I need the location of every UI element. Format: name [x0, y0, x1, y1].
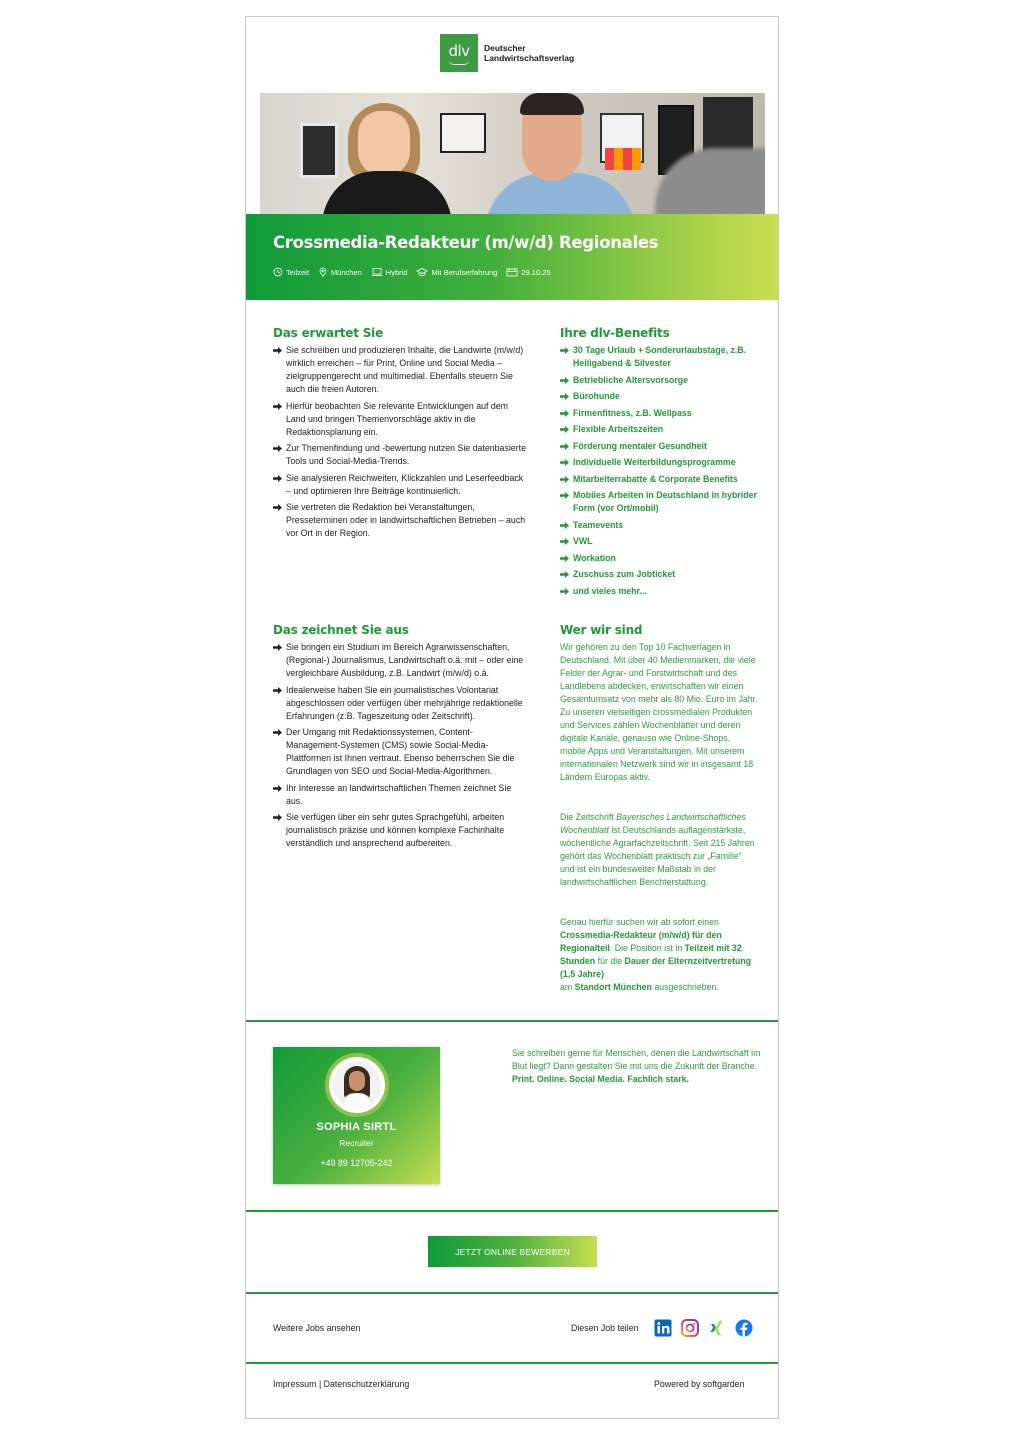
list-item-text: Zur Themenfindung und -bewertung nutzen Sie datenbasierte Tools und Social-Media-Trends.: [286, 443, 526, 466]
profile-list: [273, 641, 527, 854]
arrow-right-icon: [273, 687, 282, 694]
divider: [246, 1020, 778, 1022]
list-item: [560, 489, 760, 515]
list-item-text: Firmenfitness, z.B. Wellpass: [573, 407, 692, 418]
list-item: [560, 344, 760, 370]
arrow-right-icon: [273, 445, 282, 452]
arrow-right-icon: [560, 347, 569, 354]
list-item-text: Zuschuss zum Jobticket: [573, 569, 676, 579]
meta-label: Hybrid: [385, 267, 408, 277]
logo-line-2: Landwirtschaftsverlag: [484, 53, 575, 63]
arrow-right-icon: [273, 729, 282, 736]
list-item-text: Hierfür beobachten Sie relevante Entwicklungen auf dem Land und bringen Themenvorschläge aktiv in die Redaktionsplanung ein.: [286, 400, 509, 437]
list-item-text: Bürohunde: [573, 391, 620, 401]
list-item-text: Idealerweise haben Sie ein journalistisches Volontariat abgeschlossen oder verfügen über mehrjährige redaktionelle Erfahrungen (z.B. Tageszeitung oder Zeitschrift).: [286, 684, 523, 721]
about-text: ist Deutschlands auflagenstärkste, wöchentliche Agrarfachzeitschrift. Seit 215 Jahren gehört das Wochenblatt praktisch zur „Familie“ und ist ein bundesweiter Maßstab in der landwirtschaftlichen Berichterstattung.: [560, 825, 755, 887]
arrow-right-icon: [273, 403, 282, 410]
divider: [246, 1362, 778, 1364]
expect-list: [273, 344, 527, 544]
about-text: am: [560, 982, 575, 992]
instagram-icon[interactable]: [681, 1319, 699, 1337]
logo-wordmark: [484, 43, 574, 63]
apply-online-button[interactable]: JETZT ONLINE BEWERBEN: [428, 1236, 597, 1267]
person-woman-face: [358, 111, 410, 177]
about-highlight: Standort München: [574, 982, 652, 992]
meta-employment-type: [273, 267, 309, 277]
list-item: [273, 400, 527, 439]
social-share-icons: [654, 1319, 753, 1337]
divider: [246, 1210, 778, 1212]
list-item: [560, 440, 760, 453]
about-highlight: Teilzeit mit 32 Stunden: [560, 943, 742, 966]
list-item: [560, 374, 760, 387]
powered-by: Powered by softgarden: [654, 1379, 745, 1389]
logo-mark-text: dlv: [448, 41, 470, 60]
arrow-right-icon: [273, 785, 282, 792]
list-item-text: Mitarbeiterrabatte & Corporate Benefits: [573, 473, 738, 484]
list-item-text: Förderung mentaler Gesundheit: [573, 440, 707, 451]
list-item-text: Der Umgang mit Redaktionssystemen, Content-Management-Systemen (CMS) sowie Social-Media-Plattformen ist Ihnen vertraut. Ebenso beherrschen Sie die Grundlagen von SEO und Social-Media-Algorithmen.: [286, 727, 515, 776]
about-text: . Die Position ist in: [609, 943, 685, 953]
list-item-text: Sie verfügen über ein sehr gutes Sprachgefühl, arbeiten journalistisch präzise und können komplexe Fachinhalte verständlich und ansprechend aufbereiten.: [286, 812, 505, 848]
logo-smile-icon: [449, 60, 469, 65]
wall-poster: [605, 148, 641, 170]
about-text: für die: [595, 956, 625, 966]
list-item-text: Teamevents: [573, 519, 624, 530]
arrow-right-icon: [273, 347, 282, 354]
list-item-text: Individuelle Weiterbildungsprogramme: [573, 457, 736, 467]
list-item-text: Sie bringen ein Studium im Bereich Agrarwissenschaften, (Regional-) Journalismus, Landwirtschaft o.ä. mit – oder eine vergleichbare Ausbildung, z.B. Landwirt (m/w/d) o.ä.: [286, 642, 524, 678]
list-item-text: und vieles mehr...: [573, 585, 647, 596]
arrow-right-icon: [273, 644, 282, 651]
linkedin-icon[interactable]: [654, 1319, 672, 1337]
wall-frame: [300, 123, 338, 178]
list-item-text: Sie vertreten die Redaktion bei Veranstaltungen, Presseterminen oder in landwirtschaftlichen Betrieben – auch vor Ort in der Region.: [286, 502, 526, 538]
section-title-profile: Das zeichnet Sie aus: [273, 623, 409, 637]
cta-text-block: [512, 1047, 762, 1086]
facebook-icon[interactable]: [735, 1319, 753, 1337]
list-item-text: Sie analysieren Reichweiten, Klickzahlen und Leserfeedback – und optimieren Ihre Beiträge kontinuierlich.: [286, 472, 524, 496]
section-title-expect: Das erwartet Sie: [273, 326, 384, 340]
about-highlight: Dauer der Elternzeitvertretung (1,5 Jahre): [560, 956, 752, 979]
list-item-text: Ihr Interesse an landwirtschaftlichen Themen zeichnet Sie aus.: [286, 782, 512, 806]
logo-mark: [440, 34, 478, 72]
recruiter-card: [273, 1047, 440, 1184]
list-item: [560, 519, 760, 532]
cta-text: Sie schreiben gerne für Menschen, denen die Landwirtschaft im Blut liegt? Dann gestalten Sie mit uns die Zukunft der Branche.: [512, 1048, 761, 1071]
list-item: [273, 442, 527, 468]
list-item: [273, 641, 527, 680]
list-item: [273, 684, 527, 723]
list-item: [560, 585, 760, 598]
arrow-right-icon: [560, 492, 569, 499]
cta-tagline: Print. Online. Social Media. Fachlich stark.: [512, 1074, 689, 1084]
about-paragraph-1: Wir gehören zu den Top 10 Fachverlagen in Deutschland. Mit über 40 Medienmarken, die viele Felder der Agrar- und Forstwirtschaft und des Landlebens abdecken, erwirtschaften wir einen Gesamtumsatz von mehr als 80 Mio. Euro im Jahr. Zu unseren vielseitigen crossmedialen Produkten und Services zählen Wochenblätter und deren digitale Kanäle, genauso wie Online-Shops, mobile Apps und Veranstaltungen. Mit unserem internationalen Netzwerk sind wir in insgesamt 18 Ländern Europas aktiv.: [560, 642, 758, 782]
arrow-right-icon: [273, 814, 282, 821]
list-item-text: Mobiles Arbeiten in Deutschland in hybrider Form (vor Ort/mobil): [573, 490, 757, 513]
meta-work-mode: [371, 267, 408, 277]
arrow-right-icon: [560, 571, 569, 578]
person-man-hair: [520, 93, 584, 115]
arrow-right-icon: [560, 426, 569, 433]
job-title: Crossmedia-Redakteur (m/w/d) Regionales: [273, 233, 659, 252]
meta-label: München: [330, 267, 362, 277]
about-text: Genau hierfür suchen wir ab sofort einen: [560, 917, 719, 927]
arrow-right-icon: [560, 476, 569, 483]
arrow-right-icon: [560, 443, 569, 450]
arrow-right-icon: [560, 538, 569, 545]
job-ad-page: [245, 16, 779, 1419]
list-item: [273, 811, 527, 850]
list-item: [560, 423, 760, 436]
avatar: [333, 1061, 381, 1109]
list-item-text: Flexible Arbeitszeiten: [573, 424, 664, 434]
dlv-logo[interactable]: [440, 34, 574, 72]
avatar-face: [349, 1071, 365, 1091]
arrow-right-icon: [560, 410, 569, 417]
calendar-icon: [506, 267, 518, 277]
list-item: [273, 344, 527, 396]
list-item: [560, 552, 760, 565]
clock-icon: [273, 267, 283, 277]
arrow-right-icon: [560, 393, 569, 400]
list-item: [273, 782, 527, 808]
recruiter-name: SOPHIA SIRTL: [316, 1121, 397, 1133]
list-item: [560, 456, 760, 469]
list-item: [273, 472, 527, 498]
meta-date: [506, 267, 550, 277]
arrow-right-icon: [560, 459, 569, 466]
section-title-benefits: Ihre dlv-Benefits: [560, 326, 670, 340]
person-woman-body: [322, 171, 452, 214]
arrow-right-icon: [560, 377, 569, 384]
about-paragraph-2: [560, 811, 758, 889]
location-pin-icon: [318, 267, 328, 277]
arrow-right-icon: [273, 475, 282, 482]
list-item-text: Workation: [573, 552, 616, 563]
recruiter-avatar-ring: [325, 1053, 389, 1117]
about-highlight: Crossmedia-Redakteur (m/w/d) für den Regionalteil: [560, 930, 722, 953]
recruiter-phone-link[interactable]: +49 89 12705-242: [320, 1158, 393, 1168]
wall-frame: [440, 113, 486, 153]
xing-icon[interactable]: [708, 1319, 726, 1337]
job-title-banner: [246, 214, 778, 300]
arrow-right-icon: [560, 522, 569, 529]
list-item: [273, 726, 527, 778]
list-item-text: VWL: [573, 536, 593, 546]
about-text: Die Zeitschrift: [560, 812, 617, 822]
more-jobs-link[interactable]: Weitere Jobs ansehen: [273, 1323, 361, 1333]
arrow-right-icon: [560, 588, 569, 595]
hero-team-photo: [260, 93, 765, 214]
meta-label: Mit Berufserfahrung: [431, 267, 498, 277]
magazine-name: Bayerisches Landwirtschaftliches Wochenblatt: [560, 812, 746, 835]
arrow-right-icon: [273, 504, 282, 511]
list-item-text: 30 Tage Urlaub + Sonderurlaubstage, z.B. Heiligabend & Silvester: [573, 345, 747, 368]
list-item: [560, 473, 760, 486]
job-meta: [273, 267, 551, 277]
recruiter-role: Recruiter: [339, 1138, 374, 1148]
laptop-icon: [371, 267, 383, 277]
meta-location: [318, 267, 362, 277]
list-item: [560, 407, 760, 420]
section-title-about: Wer wir sind: [560, 623, 643, 637]
share-label: Diesen Job teilen: [571, 1323, 639, 1333]
about-paragraph-3: [560, 916, 758, 994]
legal-links[interactable]: Impressum | Datenschutzerklärung: [273, 1379, 410, 1389]
list-item-text: Sie schreiben und produzieren Inhalte, die Landwirte (m/w/d) wirklich erreichen – für Print, Online und Social Media – zielgruppengerecht und multimedial. Ebenfalls steuern Sie auch die freien Autoren.: [286, 345, 524, 394]
list-item: [560, 535, 760, 548]
divider: [246, 1292, 778, 1294]
list-item: [560, 568, 760, 581]
list-item: [560, 390, 760, 403]
list-item: [273, 501, 527, 540]
arrow-right-icon: [560, 555, 569, 562]
list-item-text: Betriebliche Altersvorsorge: [573, 374, 689, 385]
graduation-cap-icon: [416, 267, 428, 277]
logo-line-1: Deutscher: [484, 43, 526, 53]
meta-label: 29.10.25: [521, 267, 551, 277]
about-text: ausgeschrieben.: [651, 982, 719, 992]
benefits-list: [560, 344, 760, 601]
meta-experience: [416, 267, 497, 277]
meta-label: Teilzeit: [286, 267, 309, 277]
